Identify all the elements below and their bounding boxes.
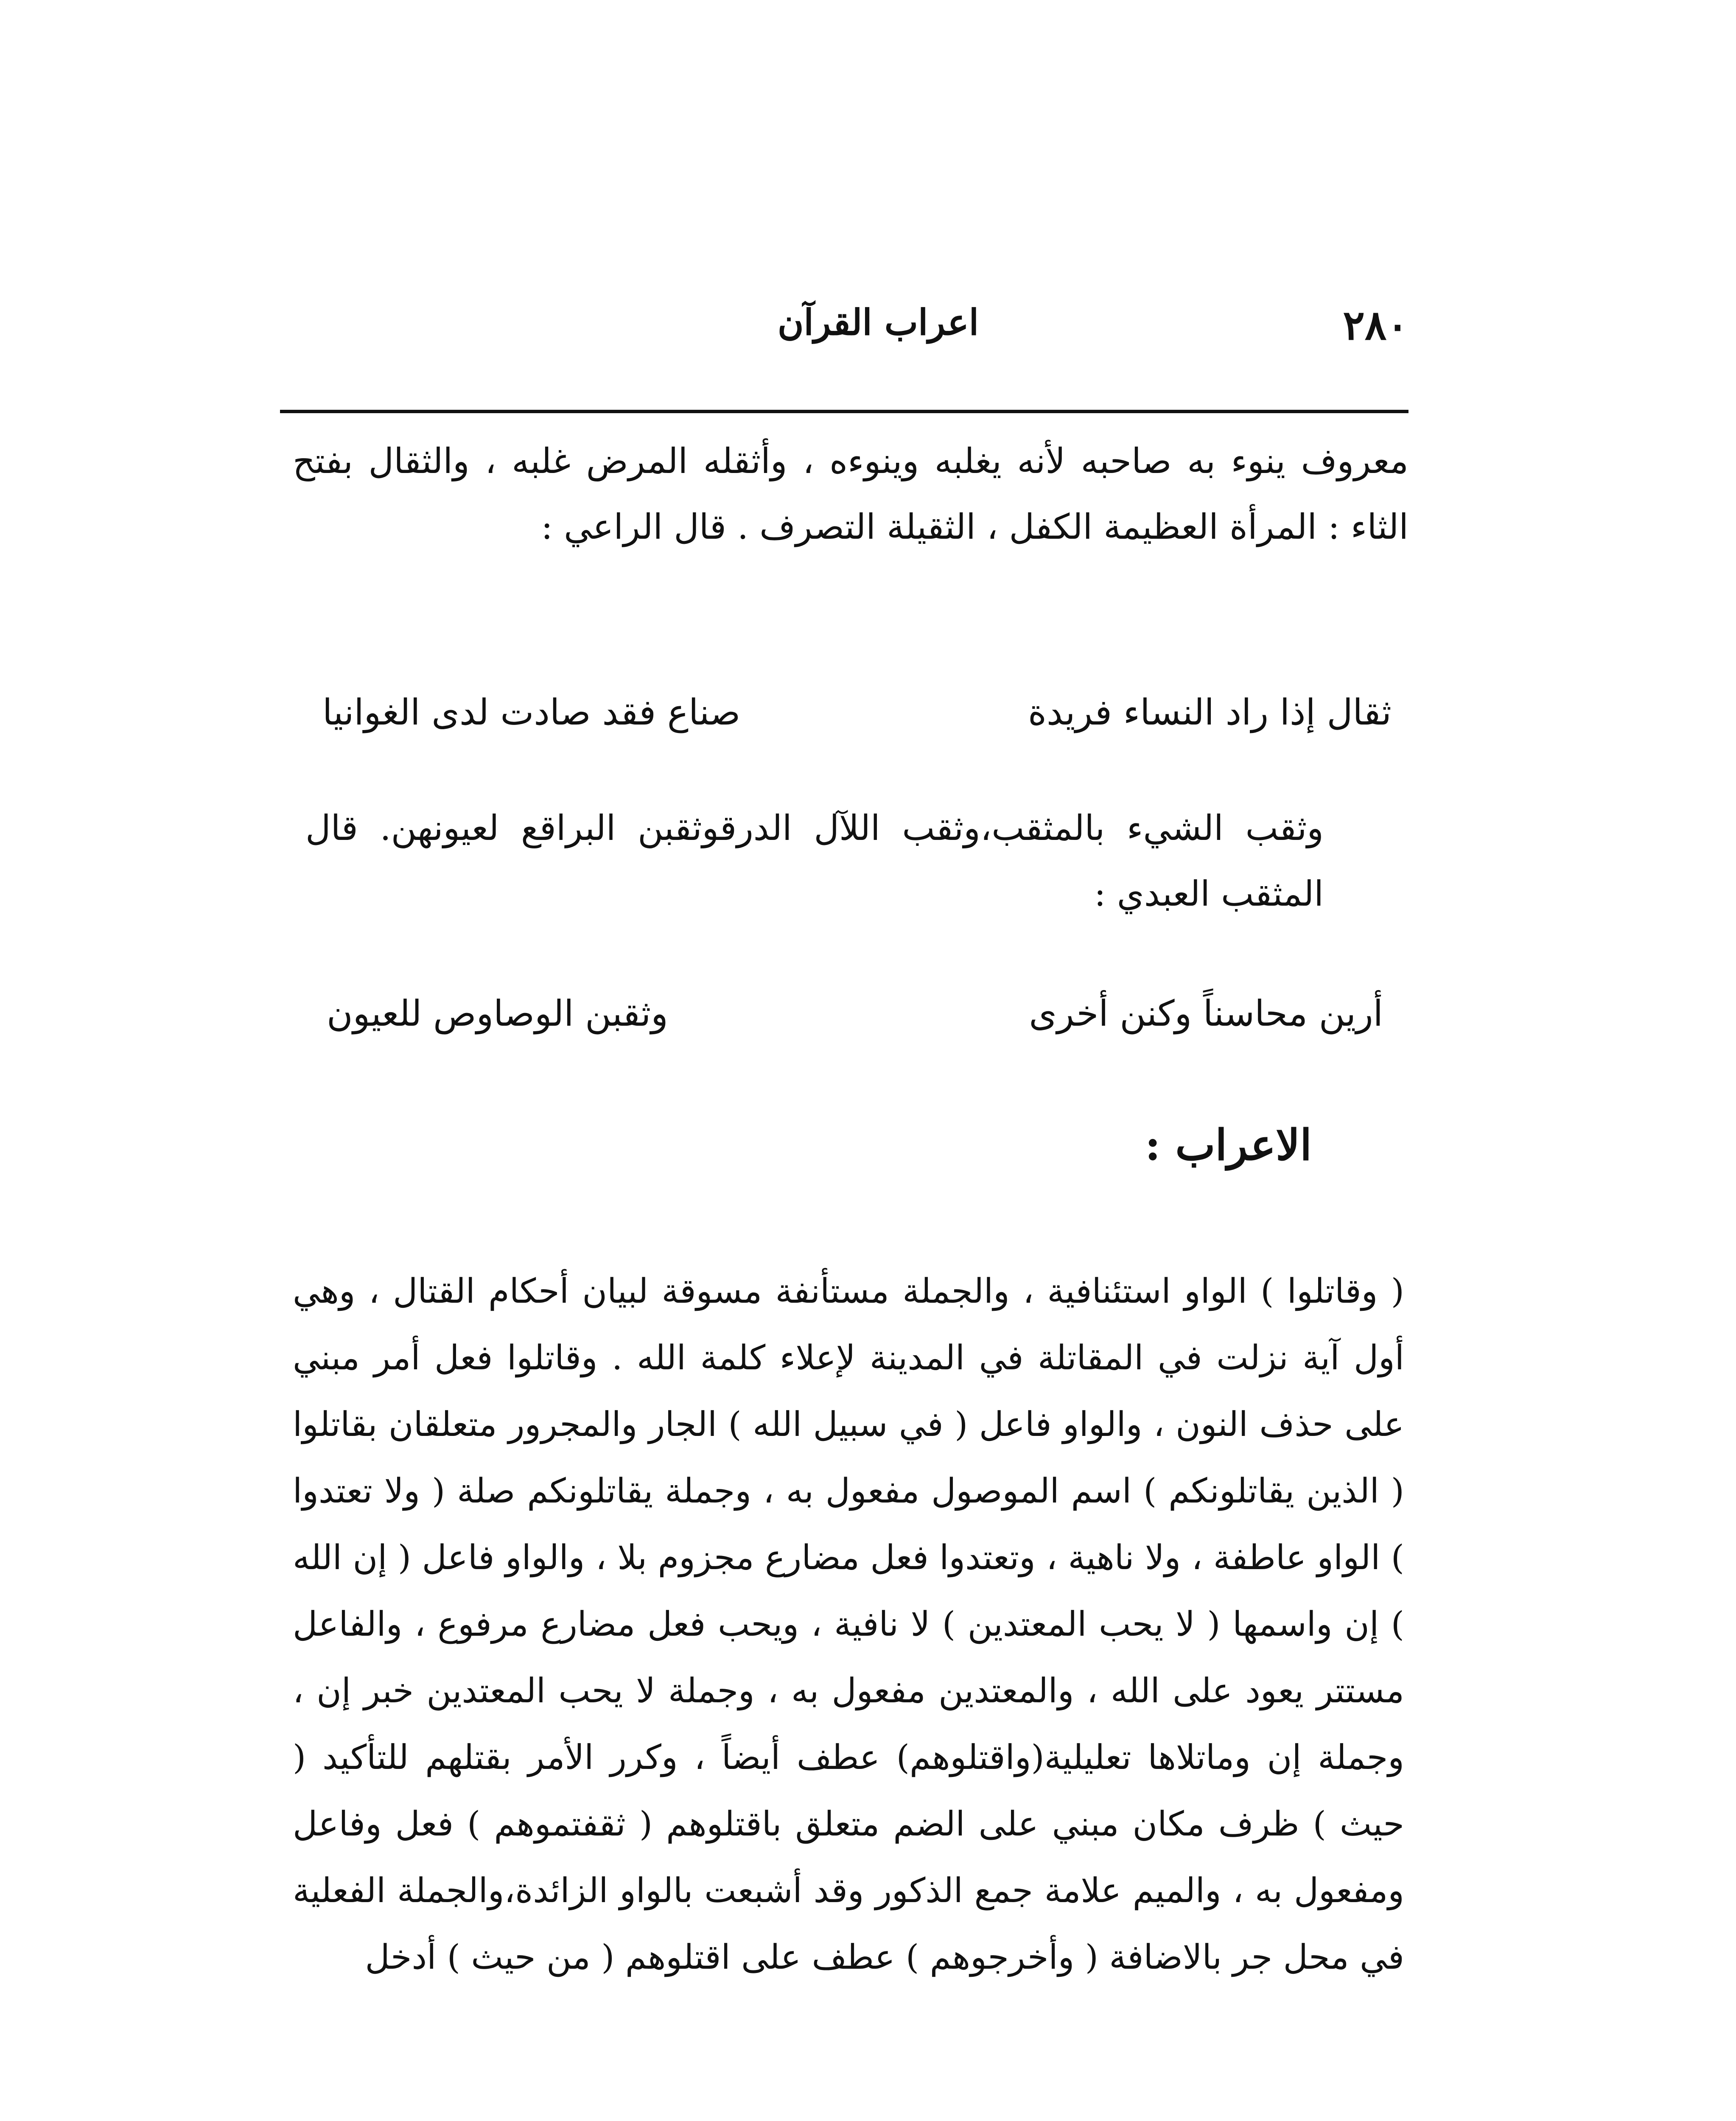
verse-1 [297, 691, 1392, 747]
verse-1-first-hemistich: ثقال إذا راد النساء فريدة [1028, 691, 1392, 733]
verse-1-second-hemistich: صناع فقد صادت لدى الغوانيا [322, 691, 741, 733]
verse-2-first-hemistich: أرين محاسناً وكنن أخرى [1029, 993, 1383, 1034]
paragraph-3: ( وقاتلوا ) الواو استئنافية ، والجملة مستأنفة مسوقة لبيان أحكام القتال ، وهي أول آية نزلت في المقاتلة في المدينة لإعلاء كلمة الله . وقاتلوا فعل أمر مبني على حذف النون ، والواو فاعل ( في سبيل الله ) الجار والمجرور متعلقان بقاتلوا ( الذين يقاتلونكم ) اسم الموصول مفعول به ، وجملة يقاتلونكم صلة ( ولا تعتدوا ) الواو عاطفة ، ولا ناهية ، وتعتدوا فعل مضارع مجزوم بلا ، والواو فاعل ( إن الله ) إن واسمها ( لا يحب المعتدين ) لا نافية ، ويحب فعل مضارع مرفوع ، والفاعل مستتر يعود على الله ، والمعتدين مفعول به ، وجملة لا يحب المعتدين خبر إن ، وجملة إن وماتلاها تعليلية(واقتلوهم) عطف أيضاً ، وكرر الأمر بقتلهم للتأكيد ( حيث ) ظرف مكان مبني على الضم متعلق باقتلوهم ( ثقفتموهم ) فعل وفاعل ومفعول به ، والميم علامة جمع الذكور وقد أشبعت بالواو الزائدة،والجملة الفعلية في محل جر بالاضافة ( وأخرجوهم ) عطف على اقتلوهم ( من حيث ) أدخل [293, 1271, 1404, 1977]
verse-2-second-hemistich: وثقبن الوصاوص للعيون [327, 993, 668, 1034]
page-number: ٢٨٠ [1343, 301, 1408, 349]
paragraph-2: وثقب الشيء بالمثقب،وثقب اللآل الدرقوثقبن البراقع لعيونهن. قال المثقب العبدي : [305, 808, 1324, 914]
header-rule [280, 410, 1408, 413]
page-header [280, 297, 1408, 361]
paragraph-1: معروف ينوء به صاحبه لأنه يغلبه وينوءه ، وأثقله المرض غلبه ، والثقال بفتح الثاء : المرأة العظيمة الكفل ، الثقيلة التصرف . قال الراعي : [293, 441, 1408, 547]
verse-2 [297, 993, 1383, 1048]
section-heading: الاعراب : [1145, 1120, 1312, 1170]
running-title: اعراب القرآن [777, 301, 979, 343]
